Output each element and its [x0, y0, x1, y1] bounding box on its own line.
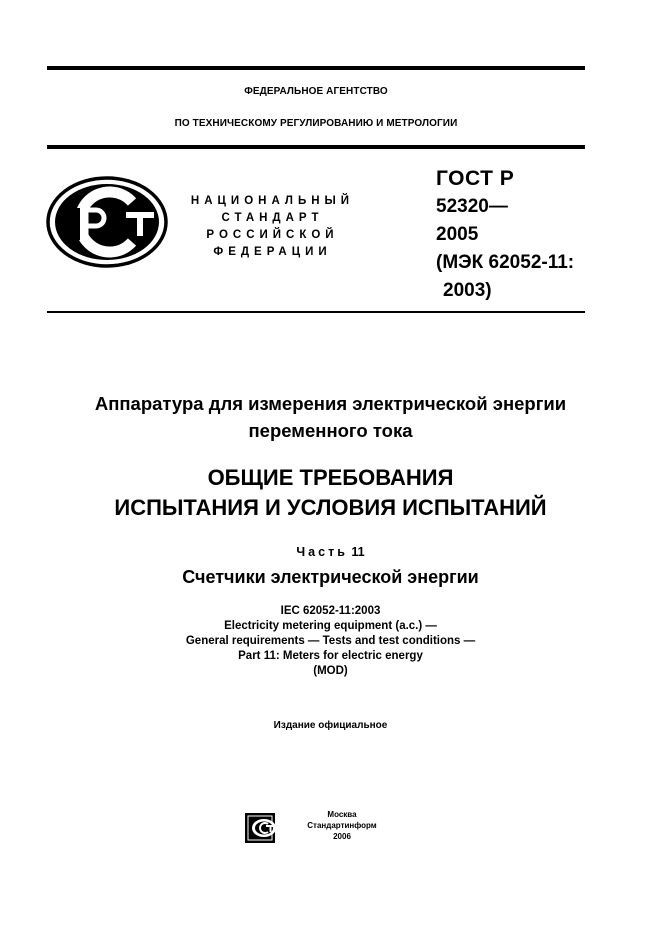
part-number: 11: [351, 545, 365, 559]
iec-line-1: IEC 62052-11:2003: [280, 605, 381, 617]
gost-line-4: (МЭК 62052-11:: [436, 252, 575, 273]
header-rule: [47, 145, 585, 149]
rst-logo-icon: [46, 176, 168, 268]
agency-line-1: ФЕДЕРАЛЬНОЕ АГЕНТСТВО: [244, 86, 388, 97]
gost-line-1: ГОСТ Р: [436, 167, 515, 190]
document-title: [20, 390, 641, 444]
part-word: Часть: [296, 545, 348, 559]
standard-block-rule: [47, 311, 585, 313]
national-line-3: РОССИЙСКОЙ: [206, 229, 339, 241]
national-standard-label: [170, 193, 375, 261]
title-line-2: переменного тока: [248, 420, 413, 441]
main-title-line-2: ИСПЫТАНИЯ И УСЛОВИЯ ИСПЫТАНИЙ: [114, 495, 547, 520]
iec-line-5: (MOD): [313, 665, 348, 677]
gost-line-2: 52320—: [436, 196, 508, 217]
publisher-info: [294, 809, 390, 842]
gost-line-3: 2005: [436, 224, 479, 245]
iec-line-2: Electricity metering equipment (a.c.) —: [224, 620, 437, 632]
iec-line-3: General requirements — Tests and test conditions —: [185, 635, 476, 647]
part-label: [20, 545, 641, 559]
title-line-1: Аппаратура для измерения электрической энергии: [94, 393, 567, 414]
iec-line-4: Part 11: Meters for electric energy: [238, 650, 423, 662]
national-line-1: НАЦИОНАЛЬНЫЙ: [190, 195, 355, 207]
main-title-line-1: ОБЩИЕ ТРЕБОВАНИЯ: [207, 465, 454, 490]
edition-label: Издание официальное: [273, 720, 388, 731]
publisher-year: 2006: [333, 832, 351, 841]
iec-reference: [20, 604, 641, 679]
national-line-2: СТАНДАРТ: [221, 212, 324, 224]
gost-designation: [436, 165, 574, 305]
top-rule: [47, 66, 585, 70]
part-name: Счетчики электрической энергии: [182, 567, 479, 587]
gost-line-5: 2003): [443, 280, 492, 301]
publisher-logo-icon: [244, 812, 294, 844]
publisher-city: Москва: [327, 810, 357, 819]
agency-line-2: ПО ТЕХНИЧЕСКОМУ РЕГУЛИРОВАНИЮ И МЕТРОЛОГИИ: [174, 118, 458, 129]
main-title: [20, 463, 641, 523]
publisher-name: Стандартинформ: [307, 821, 377, 830]
national-line-4: ФЕДЕРАЦИИ: [213, 246, 332, 258]
